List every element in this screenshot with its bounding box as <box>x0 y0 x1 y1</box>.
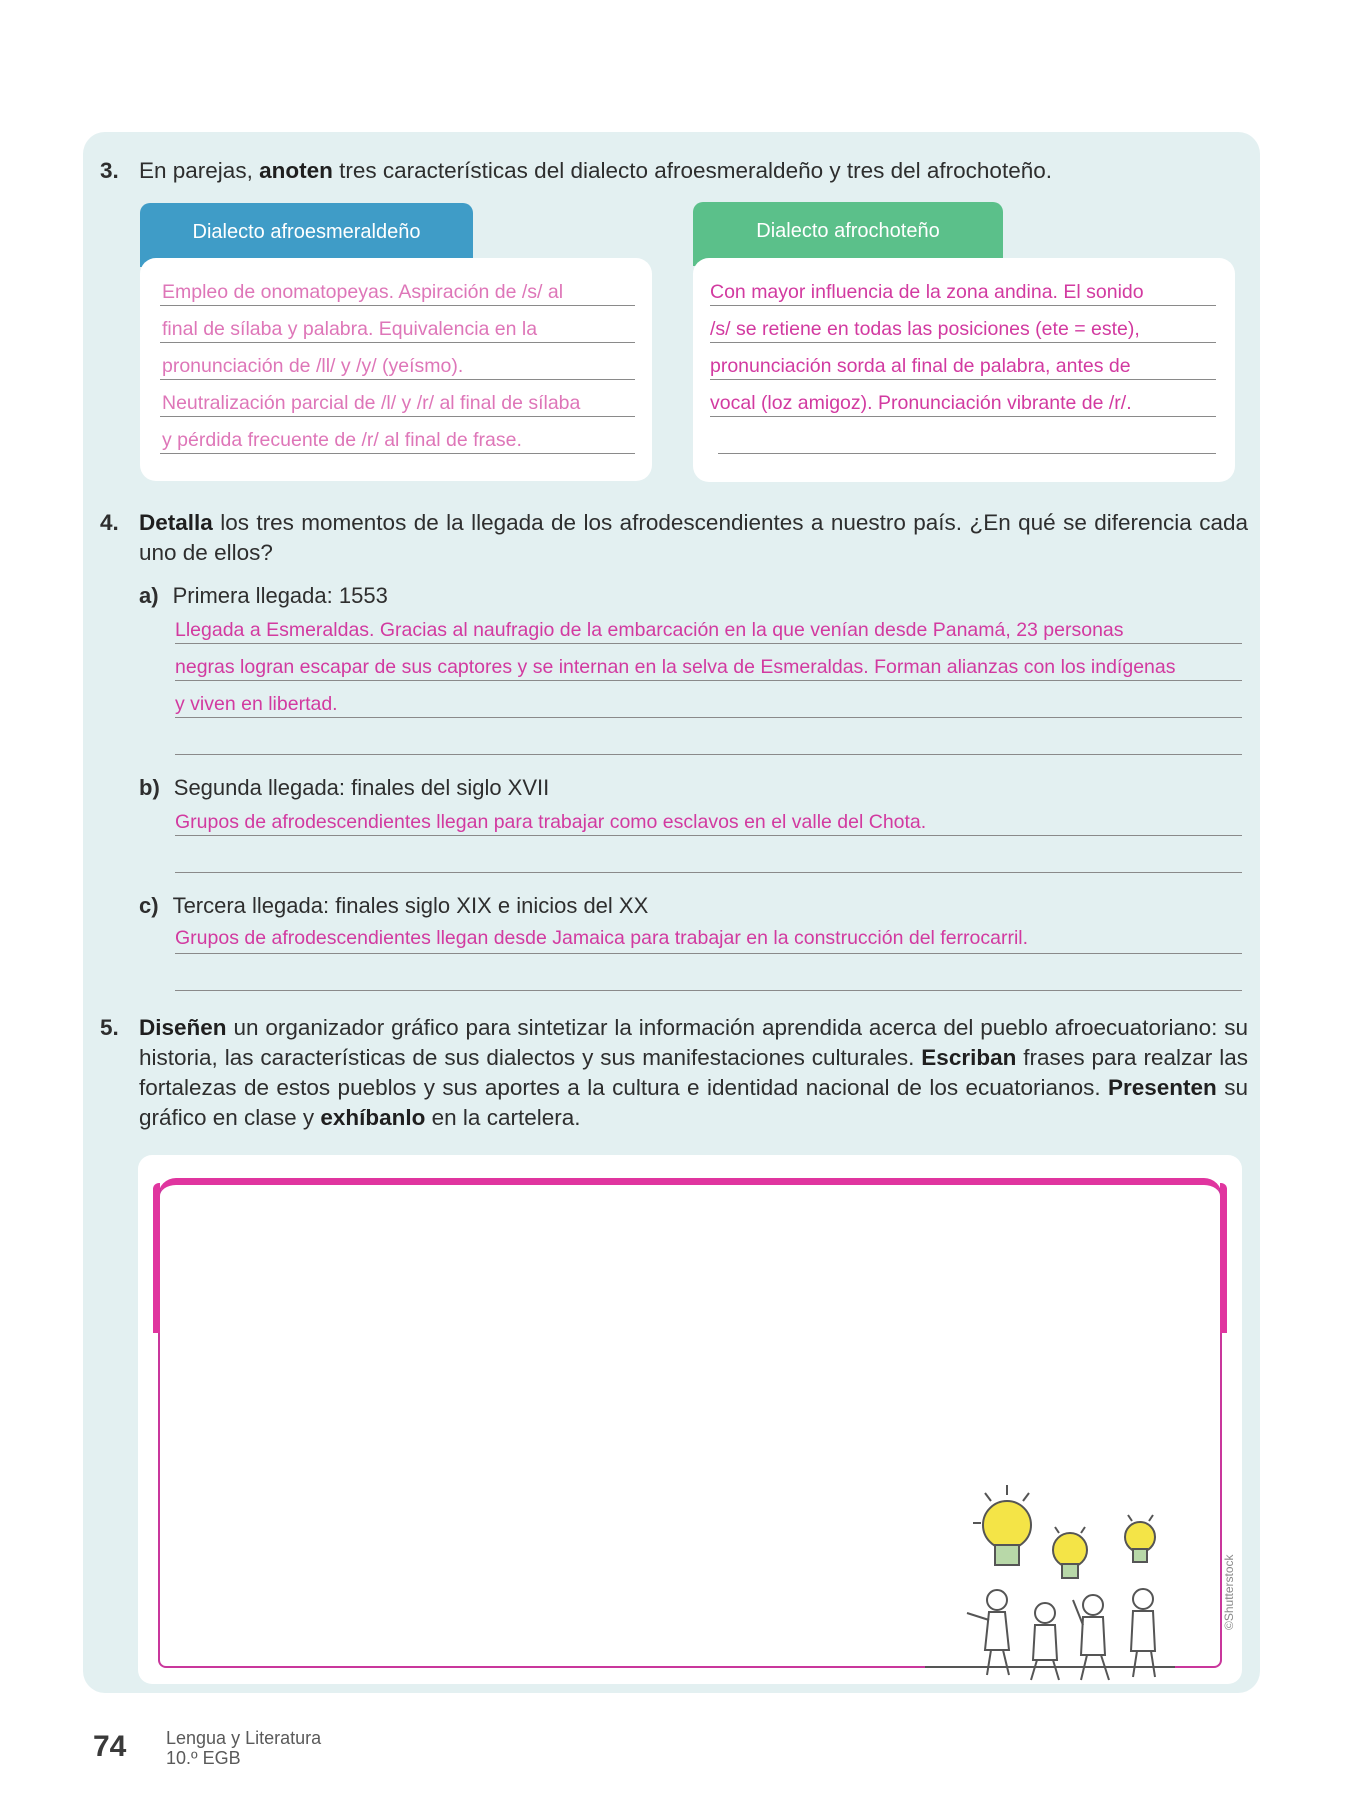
answer-line <box>175 717 1242 718</box>
answer-line <box>175 872 1242 873</box>
footer-subject: Lengua y Literatura <box>166 1728 322 1748</box>
answer-line <box>175 680 1242 681</box>
question-5: 5. Diseñen un organizador gráfico para sintetizar la información aprendida acerca del pueblo afroecuatoriano: su historia, las características de sus dialectos y sus manifestaciones culturales. Escriban frases para realzar las fortalezas de estos pueblos y sus aportes a la cultura e identidad nacional de los ecuatorianos. Presenten su gráfico en clase y exhíbanlo en la cartelera. <box>100 1015 1248 1130</box>
handwritten-answer: y viven en libertad. <box>175 693 338 715</box>
question-number: 3. <box>100 158 119 183</box>
lightbulbs-people-illustration <box>925 1475 1175 1685</box>
tab-afrochoteno: Dialecto afrochoteño <box>693 202 1003 266</box>
handwritten-answer: Empleo de onomatopeyas. Aspiración de /s/ al <box>162 281 564 303</box>
handwritten-answer: Con mayor influencia de la zona andina. El sonido <box>710 281 1144 303</box>
image-credit: ©Shutterstock <box>1222 1554 1236 1630</box>
handwritten-answer: y pérdida frecuente de /r/ al final de frase. <box>162 429 522 451</box>
tab-afroesmeraldeno: Dialecto afroesmeraldeño <box>140 203 473 267</box>
lightbulb-icon <box>973 1485 1031 1565</box>
answer-line <box>710 342 1216 343</box>
handwritten-answer: vocal (loz amigoz). Pronunciación vibrante de /r/. <box>710 392 1132 414</box>
handwritten-answer: /s/ se retiene en todas las posiciones (ete = este), <box>710 318 1140 340</box>
answer-line <box>160 342 635 343</box>
question-4: 4. Detalla los tres momentos de la llegada de los afrodescendientes a nuestro país. ¿En qué se diferencia cada uno de ellos? <box>100 510 1248 565</box>
answer-line <box>160 379 635 380</box>
answer-line <box>710 305 1216 306</box>
handwritten-answer: Neutralización parcial de /l/ y /r/ al final de sílaba <box>162 392 581 414</box>
handwritten-answer: negras logran escapar de sus captores y se internan en la selva de Esmeraldas. Forman alianzas con los indígenas <box>175 656 1176 678</box>
item-b: b) Segunda llegada: finales del siglo XVII <box>139 775 550 800</box>
handwritten-answer: Grupos de afrodescendientes llegan para trabajar como esclavos en el valle del Chota. <box>175 811 927 833</box>
item-c: c) Tercera llegada: finales siglo XIX e inicios del XX <box>139 893 649 918</box>
answer-line <box>175 990 1242 991</box>
lightbulb-icon <box>1125 1515 1155 1562</box>
answer-line <box>175 643 1242 644</box>
answer-line <box>175 835 1242 836</box>
answer-line <box>718 453 1216 454</box>
answer-line <box>160 305 635 306</box>
answer-line <box>710 379 1216 380</box>
lightbulb-icon <box>1053 1527 1087 1578</box>
answer-line <box>175 953 1242 954</box>
question-3: 3. En parejas, anoten tres características del dialecto afroesmeraldeño y tres del afrochoteño. <box>100 156 1260 186</box>
handwritten-answer: pronunciación sorda al final de palabra, antes de <box>710 355 1131 377</box>
handwritten-answer: Llegada a Esmeraldas. Gracias al naufragio de la embarcación en la que venían desde Panamá, 23 personas <box>175 619 1124 641</box>
answer-line <box>175 754 1242 755</box>
page-number: 74 <box>93 1730 127 1763</box>
handwritten-answer: final de sílaba y palabra. Equivalencia en la <box>162 318 538 340</box>
handwritten-answer: pronunciación de /ll/ y /y/ (yeísmo). <box>162 355 464 377</box>
footer-grade: 10.º EGB <box>166 1748 241 1768</box>
answer-line <box>710 416 1216 417</box>
question-number: 4. <box>100 510 119 535</box>
answer-line <box>160 416 635 417</box>
question-number: 5. <box>100 1015 119 1040</box>
handwritten-answer: Grupos de afrodescendientes llegan desde Jamaica para trabajar en la construcción del ferrocarril. <box>175 927 1029 949</box>
item-a: a) Primera llegada: 1553 <box>139 583 388 608</box>
answer-line <box>160 453 635 454</box>
